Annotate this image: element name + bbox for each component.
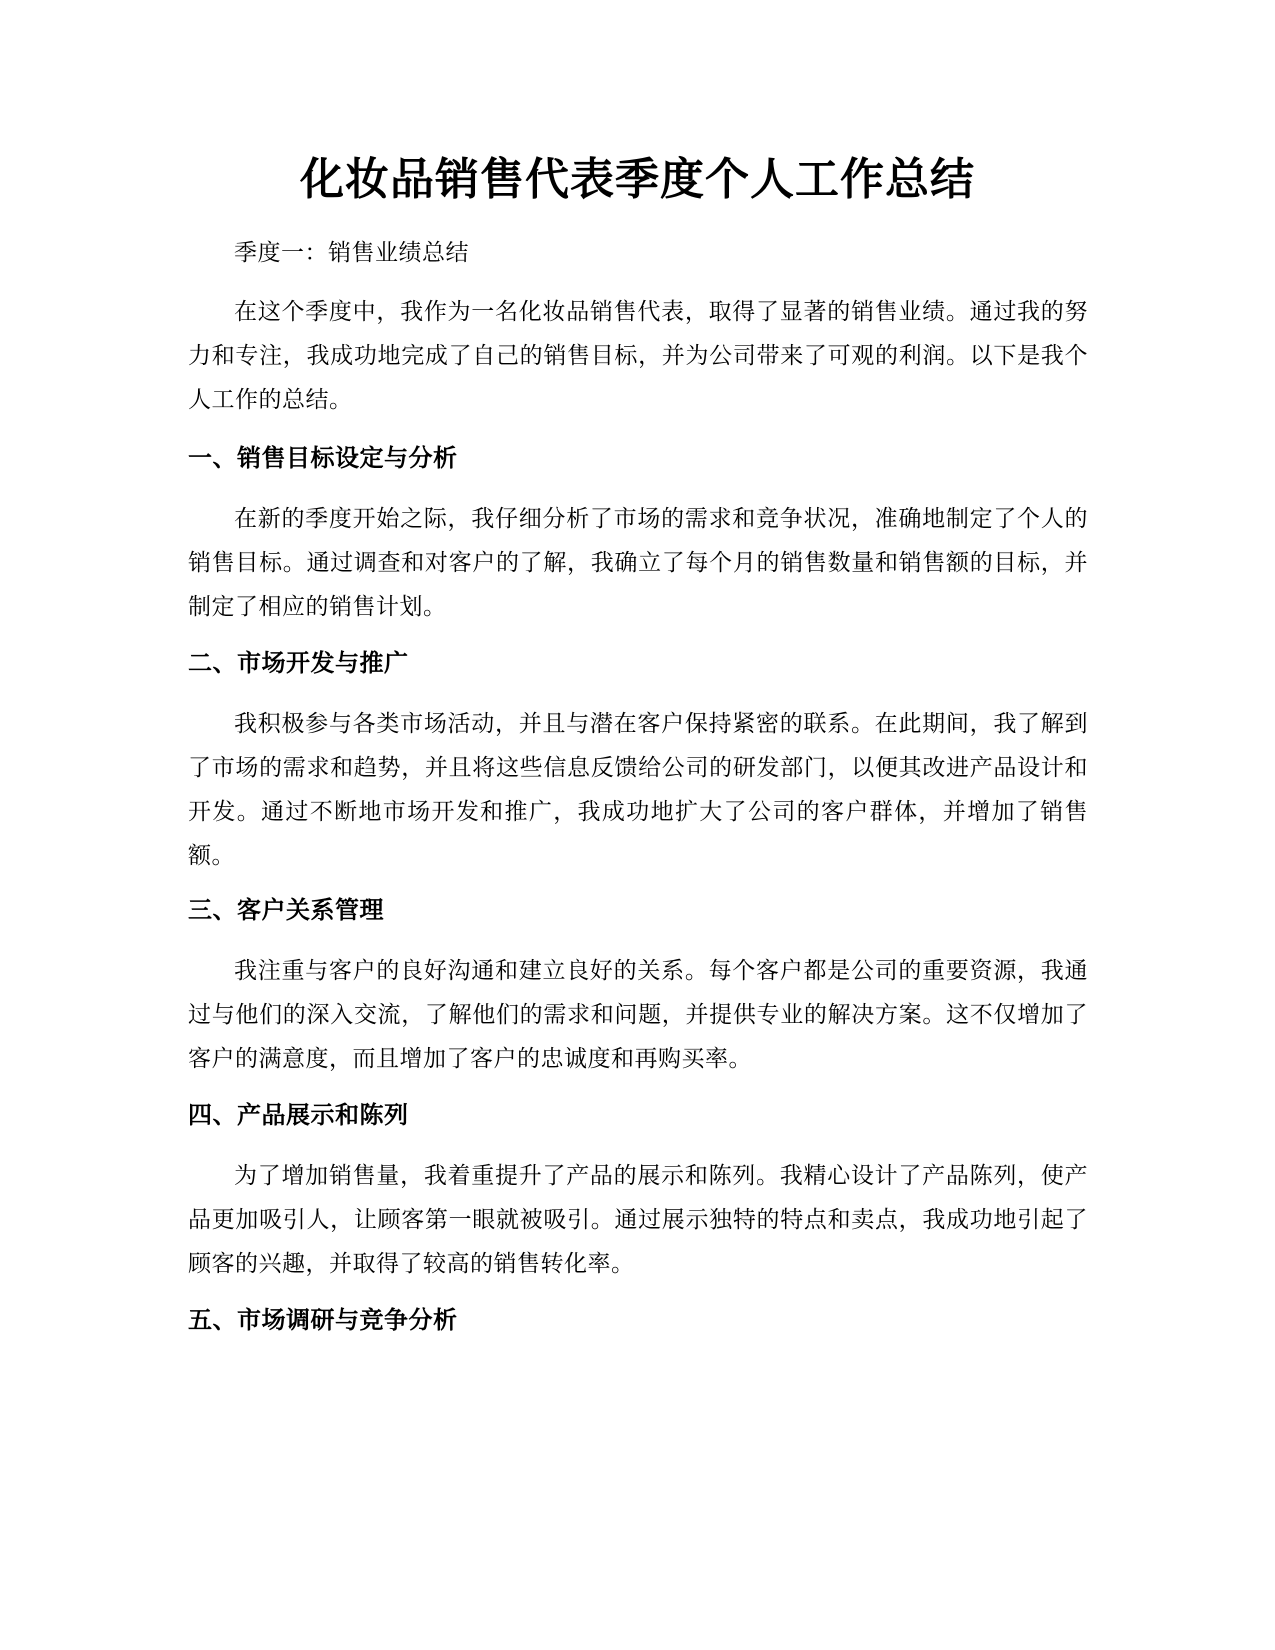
document-title: 化妆品销售代表季度个人工作总结	[300, 154, 975, 205]
section-body-2: 我积极参与各类市场活动，并且与潜在客户保持紧密的联系。在此期间，我了解到了市场的需求和趋势，并且将这些信息反馈给公司的研发部门，以便其改进产品设计和开发。通过不断地市场开发和推广，我成功地扩大了公司的客户群体，并增加了销售额。	[188, 711, 1088, 869]
section-body-4: 为了增加销售量，我着重提升了产品的展示和陈列。我精心设计了产品陈列，使产品更加吸引人，让顾客第一眼就被吸引。通过展示独特的特点和卖点，我成功地引起了顾客的兴趣，并取得了较高的销售转化率。	[188, 1163, 1088, 1277]
intro-paragraph: 在这个季度中，我作为一名化妆品销售代表，取得了显著的销售业绩。通过我的努力和专注，我成功地完成了自己的销售目标，并为公司带来了可观的利润。以下是我个人工作的总结。	[188, 299, 1088, 413]
section-heading-5: 五、市场调研与竞争分析	[188, 1306, 458, 1334]
section-heading-2: 二、市场开发与推广	[188, 649, 409, 677]
section-body-1: 在新的季度开始之际，我仔细分析了市场的需求和竞争状况，准确地制定了个人的销售目标。通过调查和对客户的了解，我确立了每个月的销售数量和销售额的目标，并制定了相应的销售计划。	[188, 506, 1088, 620]
quarter-subtitle: 季度一：销售业绩总结	[234, 240, 469, 266]
section-heading-3: 三、客户关系管理	[188, 896, 384, 924]
section-body-3: 我注重与客户的良好沟通和建立良好的关系。每个客户都是公司的重要资源，我通过与他们的深入交流，了解他们的需求和问题，并提供专业的解决方案。这不仅增加了客户的满意度，而且增加了客户的忠诚度和再购买率。	[188, 958, 1088, 1072]
section-heading-4: 四、产品展示和陈列	[188, 1101, 409, 1129]
section-heading-1: 一、销售目标设定与分析	[188, 444, 458, 472]
